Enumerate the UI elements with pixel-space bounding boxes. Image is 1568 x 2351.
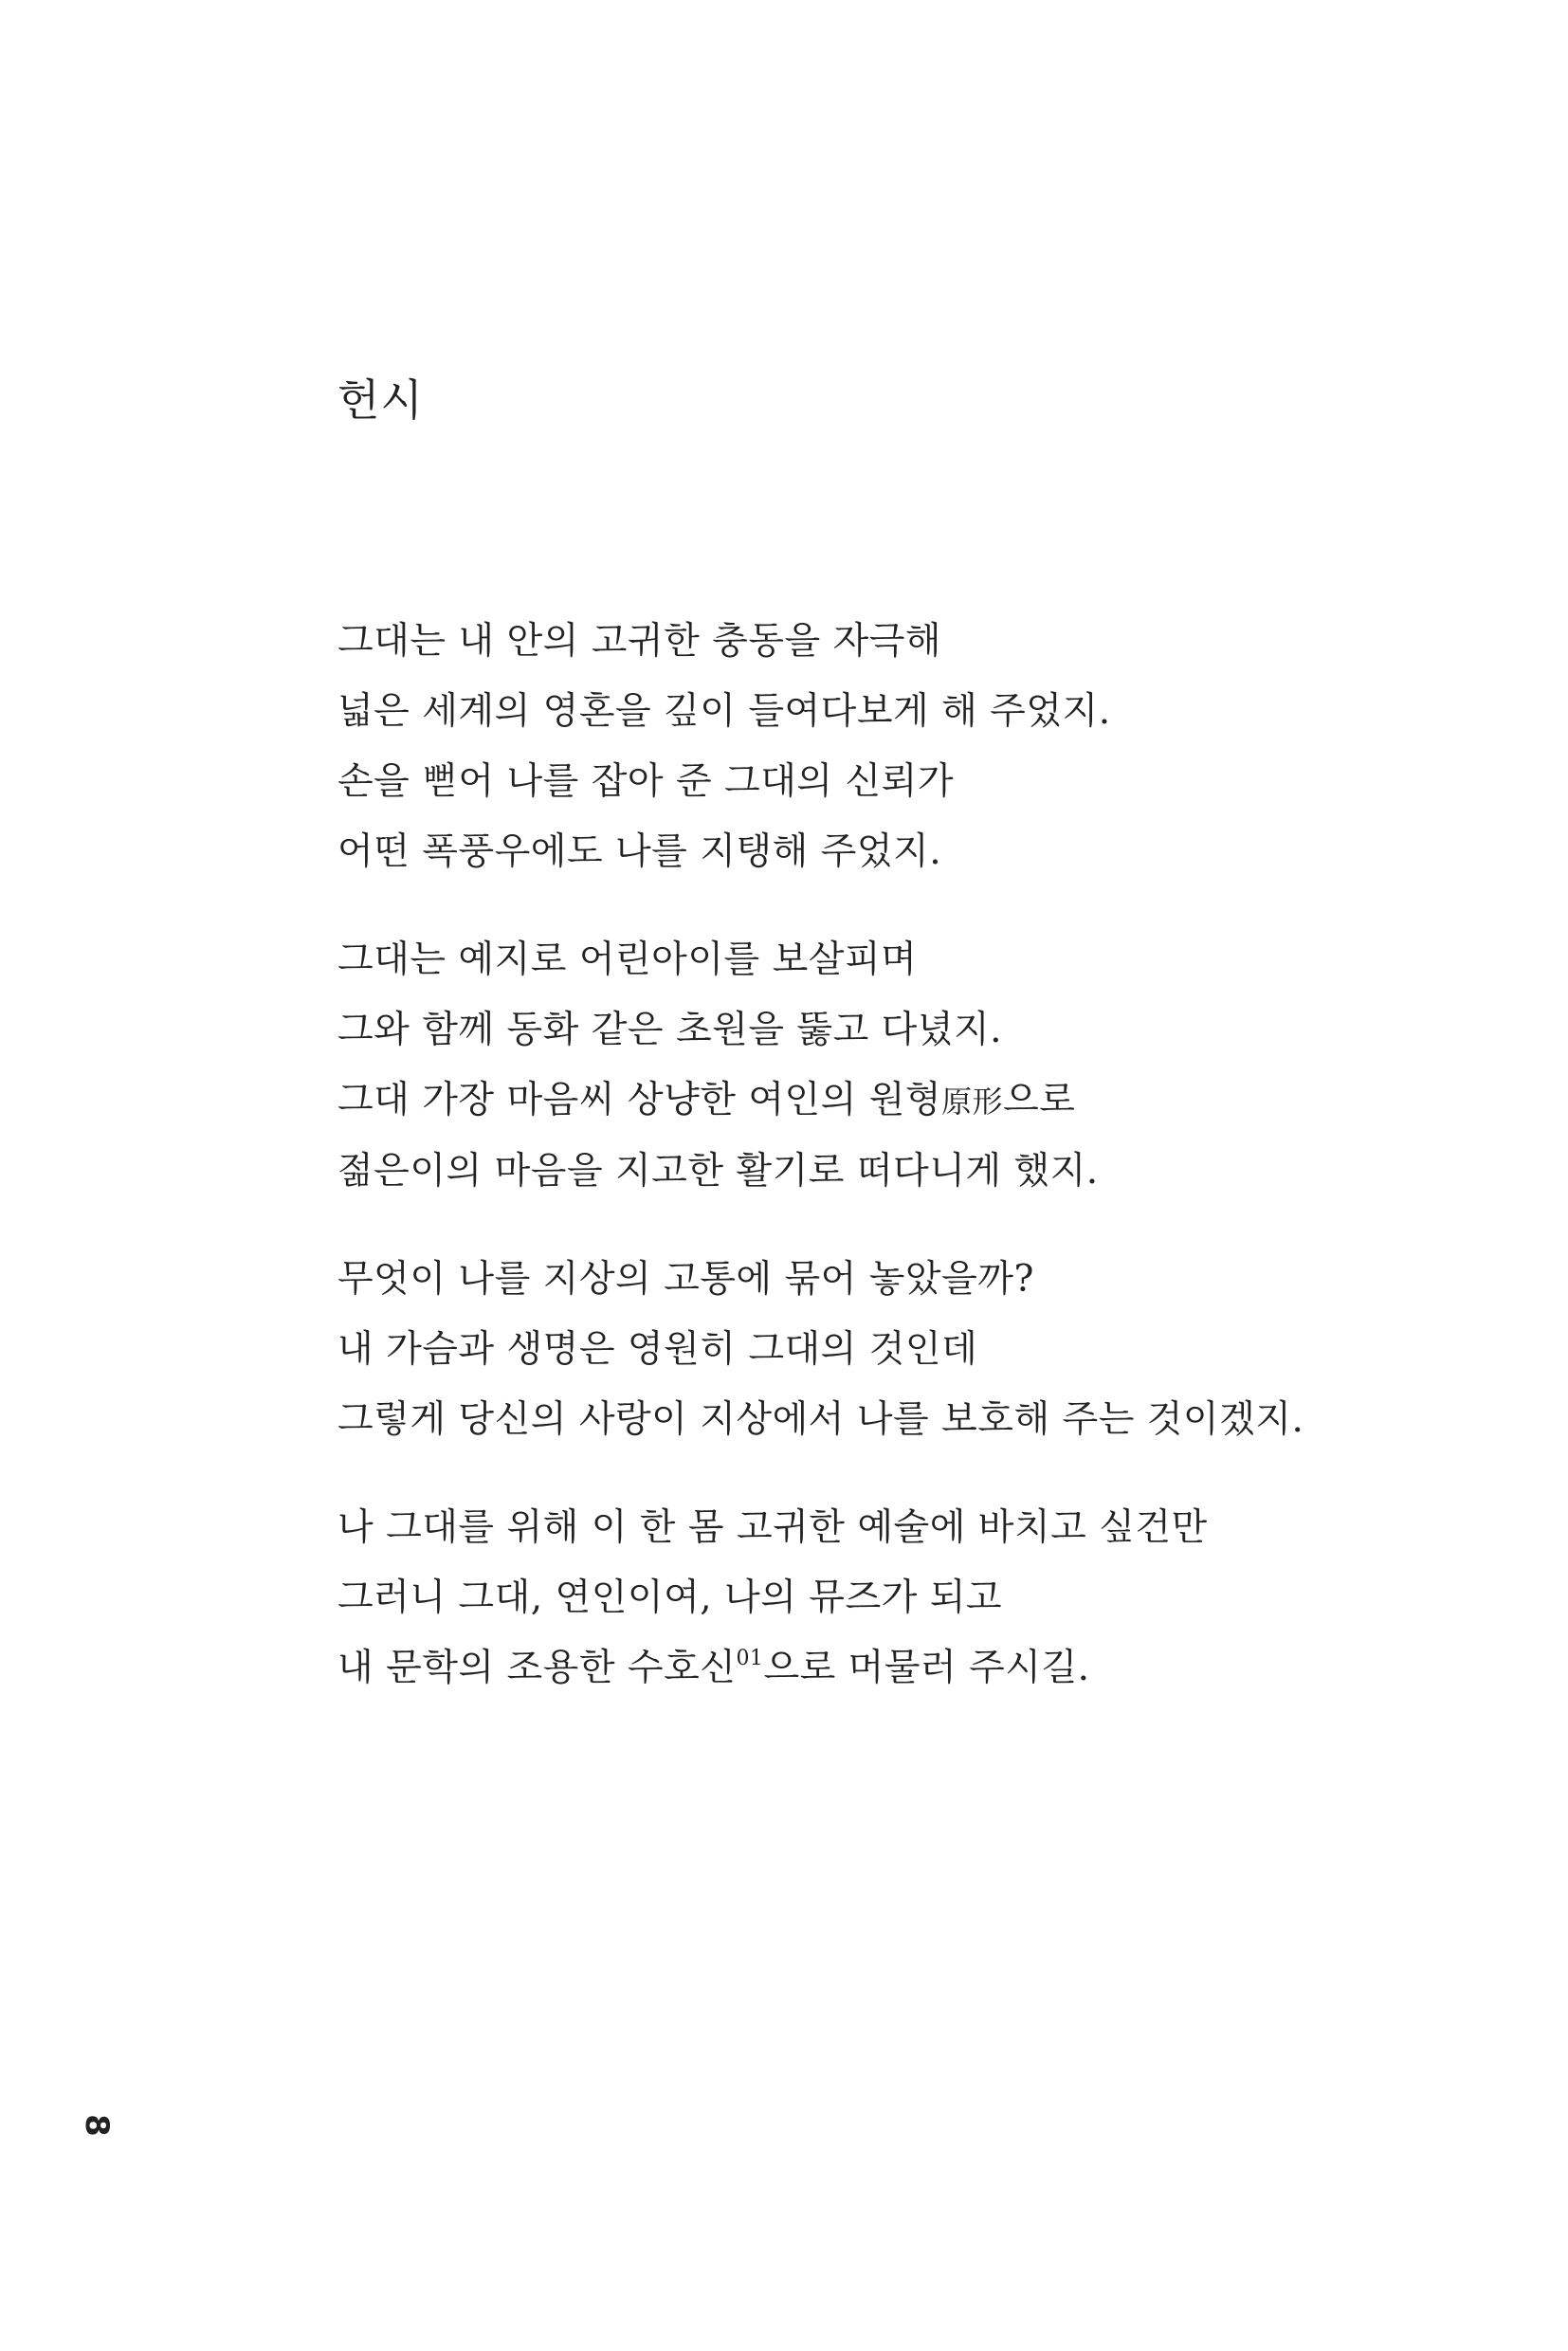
poem-line: 그러니 그대, 연인이여, 나의 뮤즈가 되고 bbox=[337, 1576, 1003, 1619]
poem-title: 헌시 bbox=[337, 374, 424, 426]
line-text: 으로 머물러 주시길. bbox=[763, 1647, 1090, 1689]
poem-line: 무엇이 나를 지상의 고통에 묶어 놓았을까? bbox=[337, 1258, 1034, 1301]
line-text: 내 문학의 조용한 수호신 bbox=[337, 1647, 737, 1689]
poem-line: 젊은이의 마음을 지고한 활기로 떠다니게 했지. bbox=[337, 1150, 1099, 1193]
poem-line: 어떤 폭풍우에도 나를 지탱해 주었지. bbox=[337, 830, 942, 873]
page-number: 8 bbox=[78, 2114, 116, 2137]
line-text: 으로 bbox=[1003, 1079, 1076, 1121]
footnote-marker[interactable]: 01 bbox=[736, 1647, 764, 1670]
poem-line: 나 그대를 위해 이 한 몸 고귀한 예술에 바치고 싶건만 bbox=[337, 1506, 1208, 1549]
line-text: 그대 가장 마음씨 상냥한 여인의 원형 bbox=[337, 1079, 942, 1121]
stanza-2 bbox=[337, 925, 1428, 1207]
poem-line: 그대는 예지로 어린아이를 보살피며 bbox=[337, 939, 918, 981]
poem-line: 내 가슴과 생명은 영원히 그대의 것인데 bbox=[337, 1328, 978, 1371]
poem-line-with-hanja bbox=[337, 1066, 1428, 1137]
poem-line: 그대는 내 안의 고귀한 충동을 자극해 bbox=[337, 620, 942, 663]
stanza-1 bbox=[337, 607, 1428, 887]
poem-line: 넓은 세계의 영혼을 깊이 들여다보게 해 주었지. bbox=[337, 690, 1111, 733]
stanza-4 bbox=[337, 1493, 1428, 1704]
poem-line: 그와 함께 동화 같은 초원을 뚫고 다녔지. bbox=[337, 1009, 1003, 1051]
hanja-annotation: 原形 bbox=[941, 1084, 1004, 1120]
stanza-3 bbox=[337, 1245, 1428, 1455]
poem-line-with-footnote bbox=[337, 1633, 1428, 1704]
poem-line: 손을 뻗어 나를 잡아 준 그대의 신뢰가 bbox=[337, 760, 954, 803]
poem-line: 그렇게 당신의 사랑이 지상에서 나를 보호해 주는 것이겠지. bbox=[337, 1398, 1304, 1441]
poem-body bbox=[337, 607, 1428, 1741]
